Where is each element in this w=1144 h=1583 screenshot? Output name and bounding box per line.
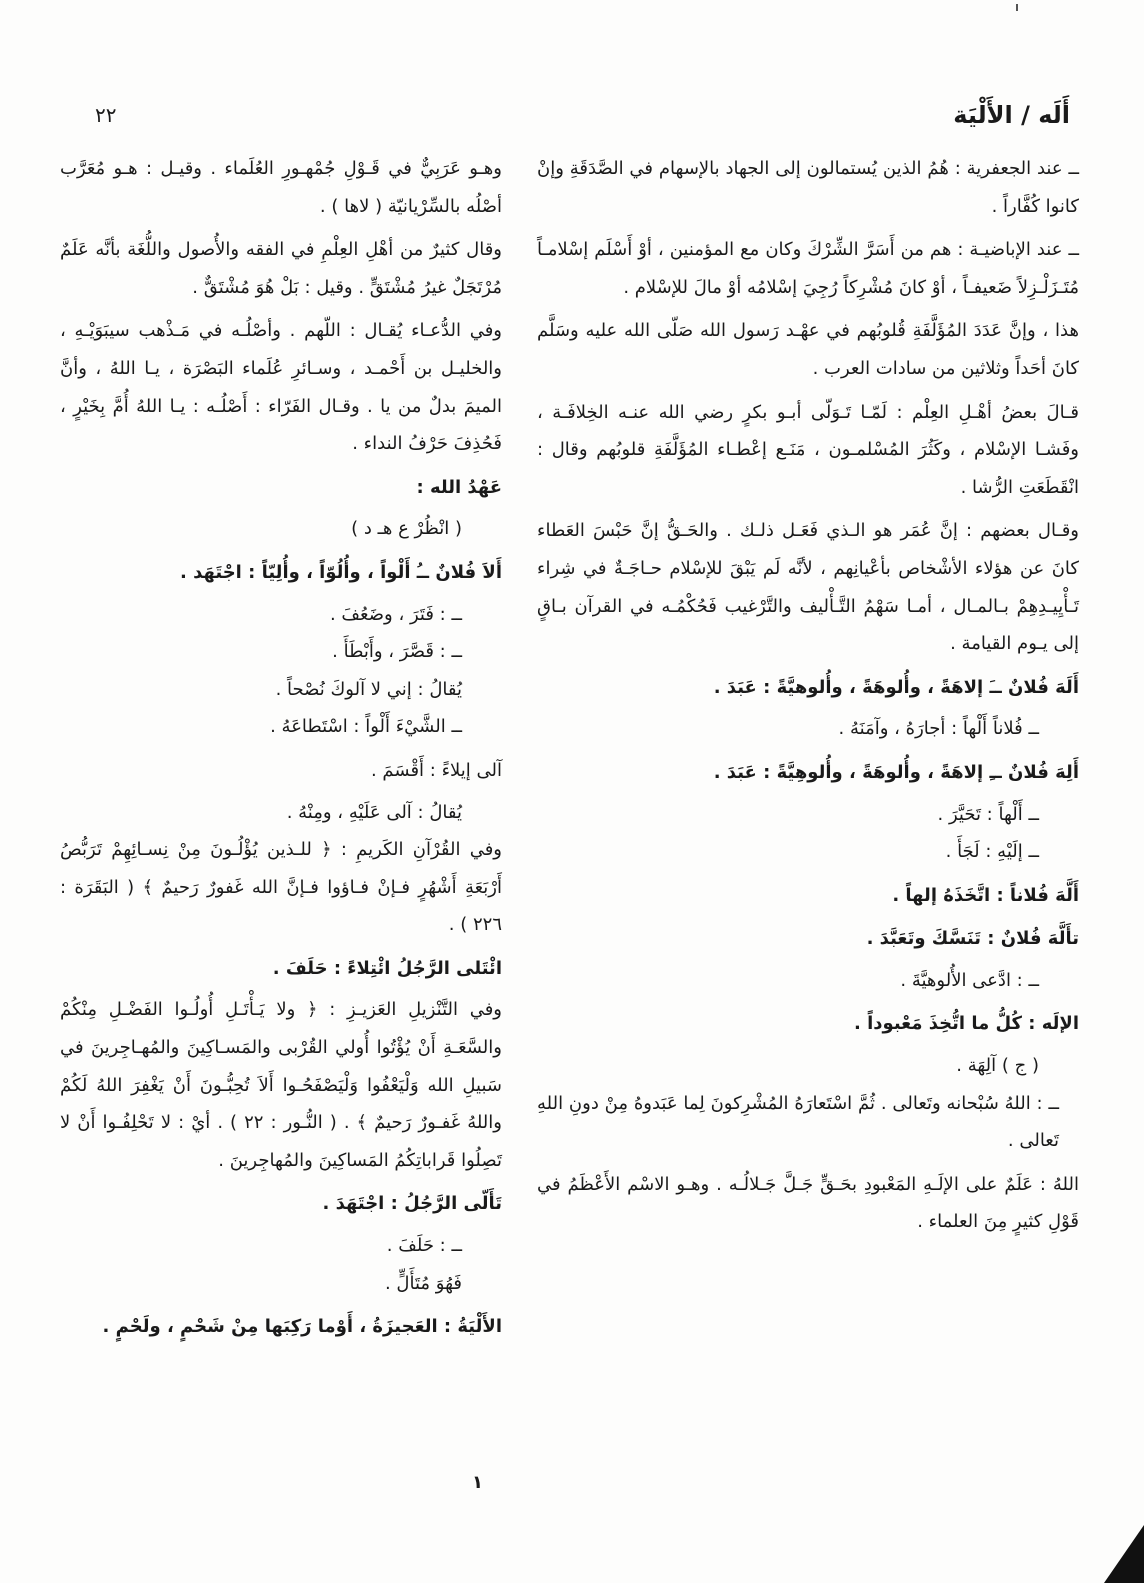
paragraph: هذا ، وإنَّ عَدَدَ المُؤَلَّفَةِ قُلوبُهم في عهْـد رَسول الله صَلّى الله عليه وسَلَّم كانَ أحَداً وثلاثين من سادات العرب . <box>537 320 1079 379</box>
quran-quote: وفي القُرْآنِ الكَريمِ : ﴿ للـذين يُؤْلُـونَ مِنْ نِسـائِهِمْ تَرَبُّصُ أَرْبَعَةِ أَشْهُرٍ فـإنْ فـاؤوا فـإنَّ الله غَفورٌ رَحيمٌ ﴾ ( البَقَرَة : ٢٢٦ ) . <box>60 839 502 936</box>
entry-headword: أَلَهَ فُلانٌ ــَ إلاهَةً ، وأُلوهَةً ، وأُلوهيَّةً : عَبَدَ . <box>713 676 1079 698</box>
entry-sense: ــ : حَلَفَ . <box>386 1235 462 1257</box>
left-column <box>60 150 502 1350</box>
entry-headword: ائْتَلى الرَّجُلُ ائْتِلاءً : حَلَفَ . <box>272 957 502 979</box>
entry-headword: تَأَلّى الرَّجُلُ : اجْتَهَدَ . <box>322 1193 502 1215</box>
entry-plural: ( ج ) آلِهَة . <box>956 1055 1039 1077</box>
entry-sense: ــ أَلْهاً : تَحَيَّرَ . <box>937 803 1039 825</box>
entry-headword: الأَلْيَةُ : العَجيزَةُ ، أَوْما رَكِبَها مِنْ شَحْمٍ ، ولَحْمٍ . <box>102 1316 502 1338</box>
entry-sense: ــ : قَصَّرَ ، وأَبْطَأَ . <box>332 641 462 663</box>
entry-sense: ــ إلَيْهِ : لَجَأَ . <box>945 841 1039 863</box>
paragraph: ــ عند الجعفرية : هُمُ الذين يُستمالون إلى الجهاد بالإسهام في الصَّدَقَةِ وإنْ كانوا كُفَّاراً . <box>537 158 1079 217</box>
paragraph: وقال كثيرٌ من أهْلِ العِلْمِ في الفقه والأُصول واللُّغَة بأنَّه عَلَمٌ مُرْتَجَلٌ غيرُ مُشْتَقٍّ . وقيل : بَلْ هُوَ مُشْتَقٌّ . <box>60 239 502 298</box>
entry-sense: يُقالُ : إني لا آلوكَ نُصْحاً . <box>275 678 462 700</box>
entry-headword: أَلاَ فُلانٌ ــُ أَلْواً ، وأُلُوّاً ، وأُلِيّاً : اجْتَهَد . <box>179 561 502 583</box>
entry-headword: أَلَّهَ فُلاناً : اتَّخَذَهُ إلهاً . <box>892 884 1079 906</box>
scan-mark <box>1016 4 1018 11</box>
paragraph: وقـال بعضهم : إنَّ عُمَر هو الـذي فَعَـل ذلـك . والحَـقُّ إنَّ حَبْسَ العَطاء كانَ عن هؤلاء الأشْخاص بأعْيانِهم ، لأنَّه لَم يَبْقَ للإسْلام حـاجَـةٌ في شِراء تَـأْيِيـدِهِمْ بـالمـال ، أمـا سَهْمُ التَّـأْليف والتَّرْغيب فَحُكْمُـه في القرآن بـاقٍ إلى يـوم القيامة . <box>537 520 1079 655</box>
page-corner <box>1104 1525 1144 1583</box>
paragraph: وفي الدُّعـاء يُقـال : اللّهم . وأصْلُـه في مَـذْهب سيبَوَيْـهِ ، والخليـل بن أَحْمـد ، وسـائرِ عُلَماء البَصْرَة ، يـا اللهُ ، وأنَّ الميمَ بدلٌ من يا . وقـال الفَرّاء : أَصْلُـه : يـا اللهُ أُمَّ بِخَيْرٍ ، فَحُذِفَ حَرْفُ النداء . <box>60 320 502 455</box>
right-column <box>537 150 1079 1245</box>
paragraph: وهـو عَرَبِيٌّ في قَـوْلِ جُمْهـورِ العُلَماء . وقيـل : هـو مُعَرَّب أصْلُه بالسِّرْيانيّة ( لاها ) . <box>60 158 502 217</box>
entry-headword: الإلَه : كُلُّ ما اتُّخِذَ مَعْبوداً . <box>854 1013 1079 1035</box>
footer-mark: ١ <box>472 1472 483 1493</box>
entry-sense: ــ : ادَّعى الأُلوهيَّةَ . <box>900 969 1039 991</box>
cross-reference: ( انْظُرْ ع هـ د ) <box>351 518 462 540</box>
entry-sense: ــ الشَّيْءَ أَلْواً : اسْتَطاعَهُ . <box>270 716 462 738</box>
running-header: أَلَه / الأَلْيَة <box>953 101 1070 129</box>
entry-sense: ــ فُلاناً أَلْهاً : أجارَهُ ، وآمَنَهُ . <box>838 718 1039 740</box>
entry-headword: أَلِهَ فُلانٌ ــِ إلاهَةً ، وأُلوهَةً ، وأُلوهِيَّةً : عَبَدَ . <box>713 761 1079 783</box>
paragraph: قـالَ بعضُ أهْـلِ العِلْم : لَمّـا تَـوَلّى أبـو بكرٍ رضي الله عنـه الخِلافَـة ، وفَشـا الإسْلام ، وكَثُرَ المُسْلمـون ، مَنَـع إعْطـاء المُؤَلَّفَةِ قلوبُهم وقال : انْقَطَعَتِ الرُّشا . <box>537 401 1079 498</box>
quran-quote: وفي التَّنْزيلِ العَزيـزِ : ﴿ ولا يَـأْتَـلِ أُولُـوا الفَضْـلِ مِنْكُمْ والسَّعَـةِ أَنْ يُؤْتُوا أُولي القُرْبى والمَسـاكِينَ والمُهـاجِرينَ في سَبيلِ الله وَلْيَعْفُوا وَلْيَصْفَحُـوا أَلاَ تُحِبُّـونَ أَنْ يَغْفِرَ اللهُ لَكُمْ واللهُ غَفـورٌ رَحيمٌ ﴾ . ( النُّـور : ٢٢ ) . أيْ : لا تَحْلِفُـوا أَنْ لا تَصِلُوا قَراباتِكُمُ المَساكِينَ والمُهاجِرينَ . <box>60 999 502 1171</box>
entry-sense: ــ : اللهُ سُبْحانه وتَعالى . ثُمَّ اسْتَعارَهُ المُشْرِكونَ لِما عَبَدوهُ مِنْ دونِ اللهِ تَعالى . <box>537 1092 1059 1152</box>
paragraph: ــ عند الإباضيـة : هم من أَسَرَّ الشِّرْكَ وكان مع المؤمنين ، أوْ أَسْلَم إسْلامـاً مُتَـزَلْـزِلاً ضَعيفـاً ، أوْ كانَ مُشْرِكاً رُجِيَ إسْلامُه أوْ مالَ للإسْلام . <box>537 239 1079 298</box>
entry-headword: تأَلَّهَ فُلانٌ : تَنَسَّكَ وتَعَبَّدَ . <box>866 928 1079 950</box>
entry-headword: عَهْدُ الله : <box>416 476 502 498</box>
entry-headword: آلى إيلاءً : أَقْسَمَ . <box>370 759 502 781</box>
entry-sense: ــ : فَتَرَ ، وضَعُفَ . <box>329 603 462 625</box>
entry-sense: يُقالُ : آلى عَلَيْهِ ، ومِنْهُ . <box>286 801 462 823</box>
page-number: ٢٢ <box>95 103 117 127</box>
entry-sense: فَهُوَ مُتَأَلٍّ . <box>384 1272 462 1294</box>
entry-headword: اللهُ : عَلَمٌ على الإلَـهِ المَعْبودِ بحَـقٍّ جَـلَّ جَـلالُـه . وهـو الاسْم الأَعْظَمُ في قَوْلِ كثيرٍ مِنَ العلماء . <box>537 1173 1079 1233</box>
